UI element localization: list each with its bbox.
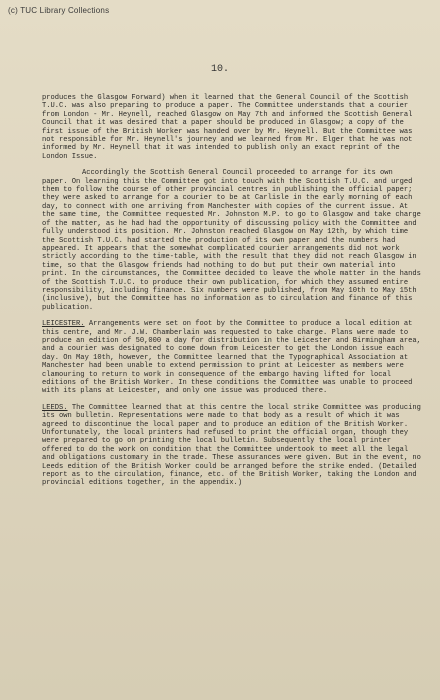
page-number: 10. — [210, 64, 229, 75]
document-body — [42, 94, 422, 496]
paragraph-2 — [42, 169, 422, 312]
watermark: (c) TUC Library Collections — [8, 6, 110, 15]
section-heading-leeds: LEEDS. — [42, 403, 68, 412]
paragraph-1 — [42, 94, 422, 161]
paragraph-leeds — [42, 404, 422, 488]
paragraph-leeds-text: The Committee learned that at this centre the local strike Committee was producing its own bulletin. Representations were made to that body as a result of which it was agreed to discontinue the local paper and to produce an edition of the British Worker. Unfortunately, the local printers had refused to print the official organ, though they were prepared to go on printing the local bulletin. Subsequently the local printer offered to do the work on condition that the Committee undertook to meet all the legal and obligations customary in the trade. These assurances were given. But in the event, no Leeds edition of the British Worker could be arranged before the strike ended. (Detailed report as to the circulation, finance, etc. of the British Worker, taking the London and provincial editions together, in the appendix.) — [42, 403, 421, 488]
paragraph-2-text: Accordingly the Scottish General Council proceeded to arrange for its own paper. On learning this the Committee got into touch with the Scottish T.U.C. and urged them to follow the course of other provincial centres in publishing the official paper; they were asked to arrange for a courier to be at Carlisle in the early morning of each day, to connect with one arriving from Manchester with copies of the current issue. At the same time, the Committee requested Mr. Johnston M.P. to go to Glasgow and take charge of the matter, as he had had the opportunity of discussing policy with the Committee and fully understood its position. Mr. Johnston reached Glasgow on May 12th, by which time the Scottish T.U.C. had started the production of its own paper and the numbers had appeared. It appears that the somewhat complicated courier arrangements did not work strictly according to the time-table, with the result that they did not reach Glasgow in time, so that the Glasgow friends had nothing to do but put their own material into print. In the circumstances, the Committee decided to leave the whole matter in the hands of the Scottish T.U.C. to produce their own publication, for which they assumed entire responsibility, including finance. Six numbers were published, from May 10th to May 15th (inclusive), but the Committee has no information as to circulation and finance of this publication. — [42, 169, 421, 312]
paragraph-leicester — [42, 320, 422, 396]
section-heading-leicester: LEICESTER. — [42, 320, 85, 329]
paragraph-leicester-text: Arrangements were set on foot by the Committee to produce a local edition at this centre, and Mr. J.W. Chamberlain was requested to take charge. Plans were made to produce an edition of 50,000 a day for distribution in the Leicester and Birmingham area, and a courier was designated to come down from Leicester to get the London issue each day. On May 10th, however, the Committee learned that the Typographical Association at Manchester had been unable to extend permission to print at Leicester as members were clamouring to return to work in consequence of the embargo having lifted for local editions of the British Worker. In these conditions the Committee was unable to proceed with its plans at Leicester, and only one issue was produced there. — [42, 320, 421, 396]
paragraph-1-text: produces the Glasgow Forward) when it learned that the General Council of the Scottish T.U.C. was also preparing to produce a paper. The Committee understands that a courier from London - Mr. Heynell, reached Glasgow on May 7th and informed the Scottish General Council that it was desired that a paper should be produced in Glasgow; a copy of the first issue of the British Worker was handed over by Mr. Heynell. But the Committee was not responsible for Mr. Heynell's journey and we learned from Mr. Elger that he was not informed by Mr. Heynell that it was intended to publish only an exact reprint of the London Issue. — [42, 94, 413, 161]
